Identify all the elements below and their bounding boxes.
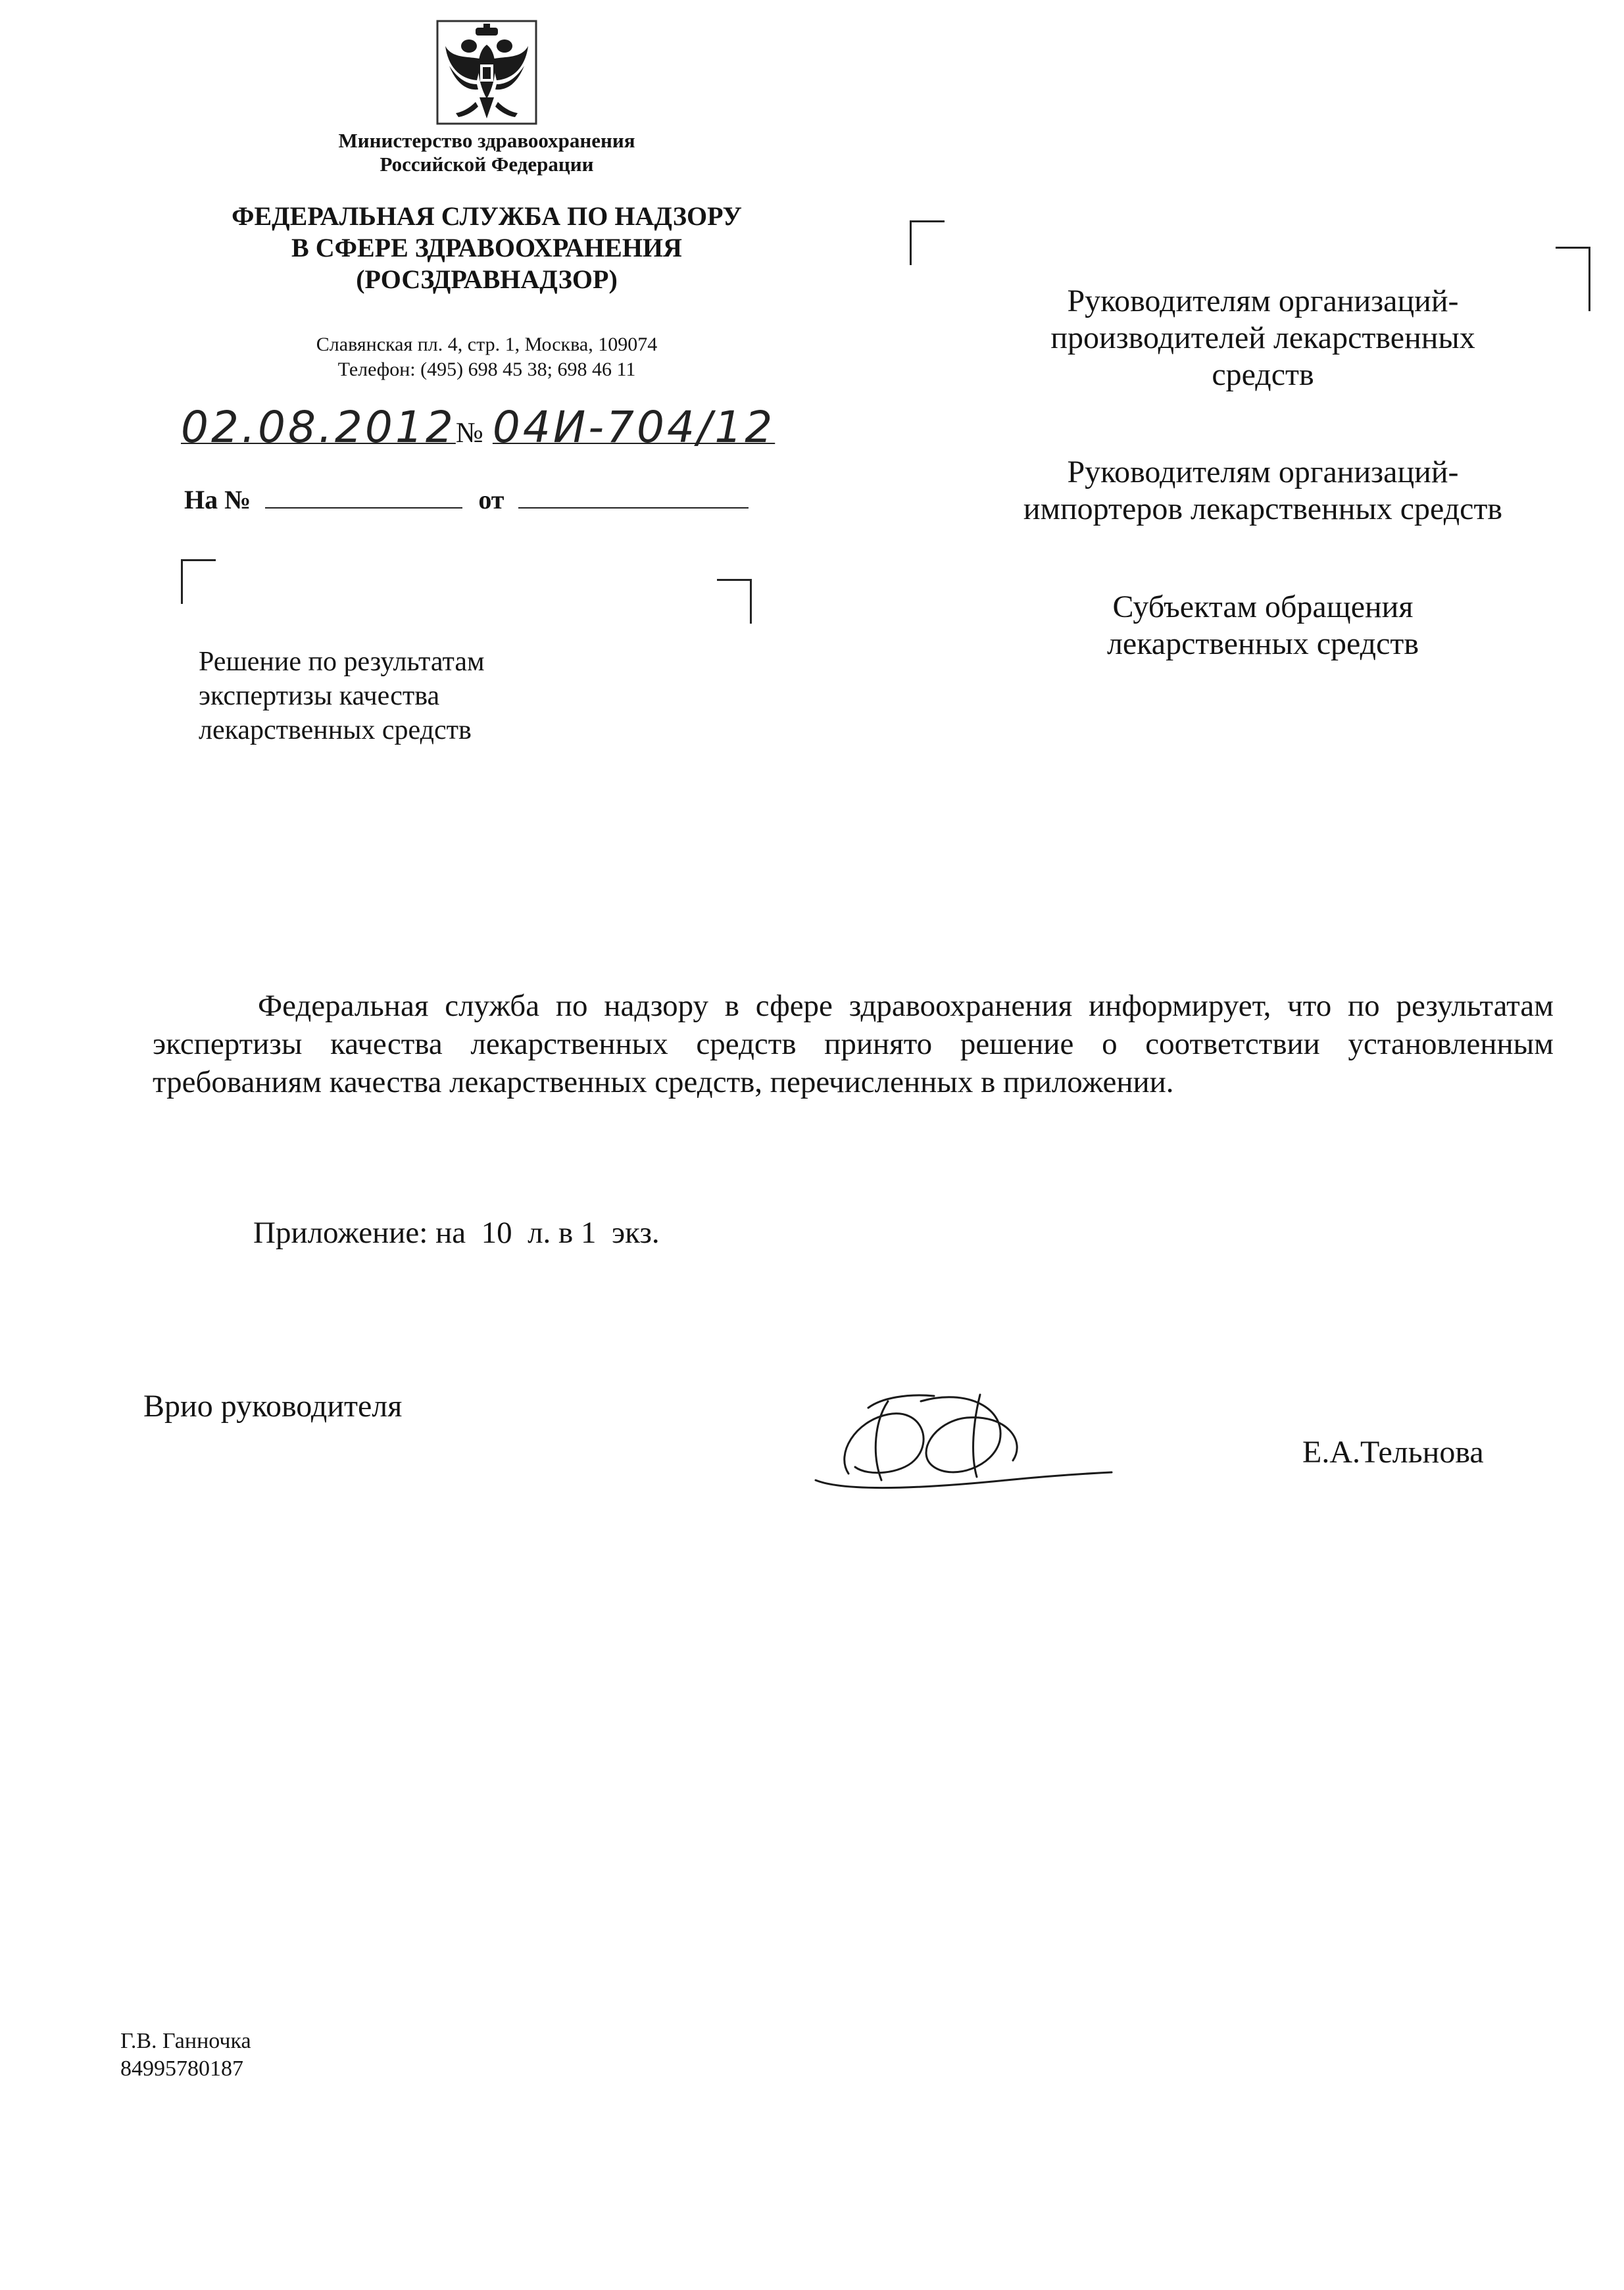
reference-date-blank xyxy=(518,487,749,509)
service-name xyxy=(184,201,789,295)
number-sign: № xyxy=(455,416,483,449)
service-line-1: ФЕДЕРАЛЬНАЯ СЛУЖБА ПО НАДЗОРУ xyxy=(232,201,742,231)
service-phone: Телефон: (495) 698 45 38; 698 46 11 xyxy=(337,359,636,380)
recipient-1-line-1: Руководителям организаций- xyxy=(1067,284,1459,318)
ministry-line-2: Российской Федерации xyxy=(380,153,594,176)
registration-date: 02.08.2012 xyxy=(181,402,456,453)
registration-number: 04И-704/12 xyxy=(492,402,775,453)
reference-number-blank xyxy=(265,487,462,509)
reference-from-label: от xyxy=(478,485,504,514)
ministry-line-1: Министерство здравоохранения xyxy=(338,129,635,152)
recipient-2 xyxy=(947,454,1579,528)
subject-line-2: экспертизы качества xyxy=(199,681,440,711)
handwritten-signature xyxy=(809,1381,1125,1500)
service-contacts xyxy=(217,332,756,382)
contact-name: Г.В. Ганночка xyxy=(120,2029,251,2053)
signatory-position: Врио руководителя xyxy=(143,1389,403,1424)
subject-corner-top-left xyxy=(181,559,216,604)
recipient-2-line-2: импортеров лекарственных средств xyxy=(1023,491,1503,526)
subject-line-3: лекарственных средств xyxy=(199,715,472,745)
recipient-1 xyxy=(947,283,1579,393)
recipient-1-line-2: производителей лекарственных xyxy=(1050,320,1475,355)
recipient-1-line-3: средств xyxy=(1212,357,1314,392)
subject-corner-top-right xyxy=(717,579,752,624)
signatory-name: Е.А.Тельнова xyxy=(1302,1435,1484,1470)
coat-of-arms-icon xyxy=(436,20,537,125)
registration-line xyxy=(181,402,775,453)
recipient-corner-top-left xyxy=(910,220,945,265)
recipient-3-line-1: Субъектам обращения xyxy=(1112,589,1414,624)
recipient-2-line-1: Руководителям организаций- xyxy=(1067,455,1459,489)
recipient-3-line-2: лекарственных средств xyxy=(1106,626,1419,661)
subject-line-1: Решение по результатам xyxy=(199,647,485,677)
reference-number-label: На № xyxy=(184,485,251,514)
service-address: Славянская пл. 4, стр. 1, Москва, 109074 xyxy=(316,334,658,355)
ministry-name xyxy=(263,129,710,176)
service-line-3: (РОСЗДРАВНАДЗОР) xyxy=(356,264,618,294)
recipient-3 xyxy=(947,589,1579,662)
body-paragraph: Федеральная служба по надзору в сфере здравоохранения информирует, что по результатам экспертизы качества лекарственных средств принято решение о соответствии установленным требованиям качества лекарственных средств, перечисленных в приложении. xyxy=(153,989,1554,1099)
contact-phone: 84995780187 xyxy=(120,2056,243,2081)
reference-line xyxy=(184,484,749,516)
service-line-2: В СФЕРЕ ЗДРАВООХРАНЕНИЯ xyxy=(291,233,682,262)
letter-subject xyxy=(199,645,699,747)
contact-block xyxy=(120,2028,251,2083)
attachment-note: Приложение: на 10 л. в 1 экз. xyxy=(253,1216,660,1250)
